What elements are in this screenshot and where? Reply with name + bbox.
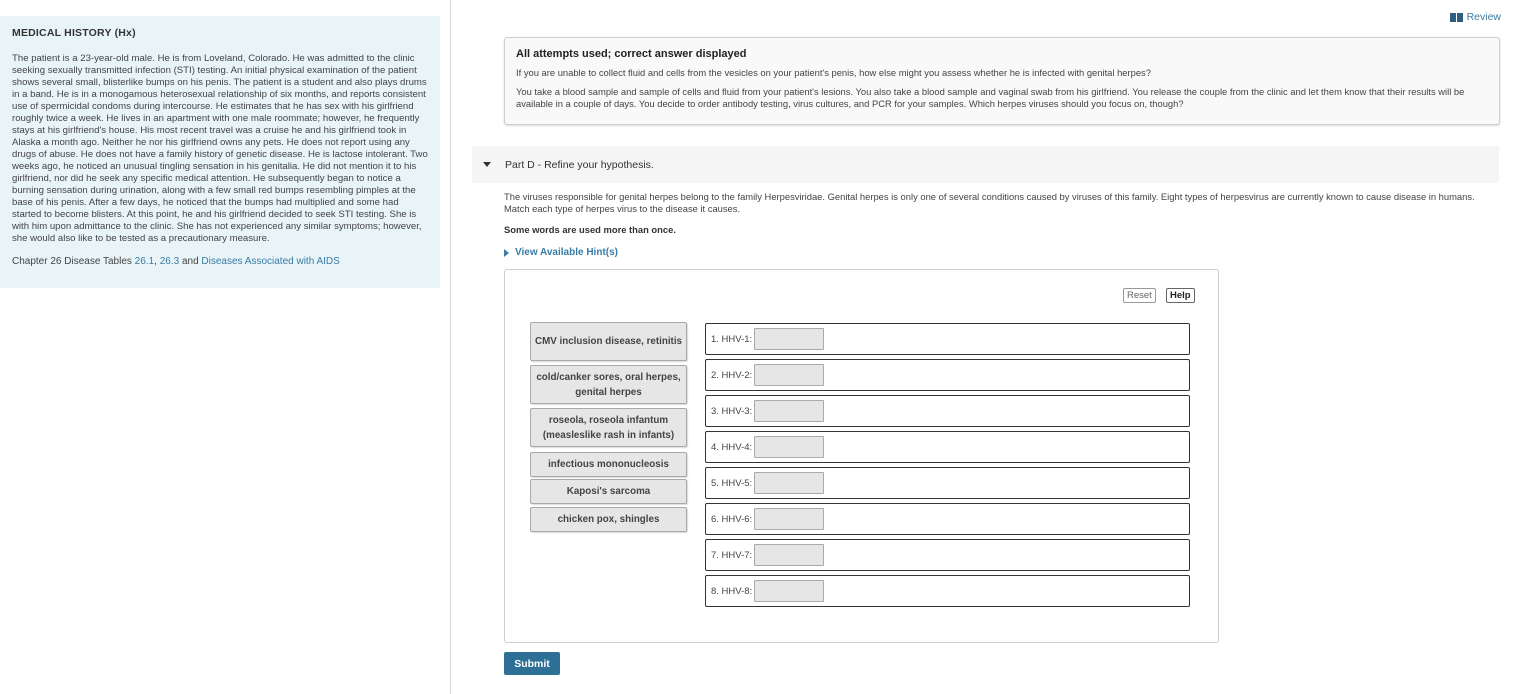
target-label: 4. HHV-4: — [711, 441, 753, 453]
aids-diseases-link[interactable]: Diseases Associated with AIDS — [201, 256, 340, 267]
feedback-box — [504, 37, 1500, 125]
draggable-label[interactable]: roseola, roseola infantum (measleslike rash in infants) — [530, 408, 687, 447]
drop-zone[interactable] — [754, 472, 824, 494]
feedback-answer: You take a blood sample and sample of cells and fluid from your patient's lesions. You also take a blood sample and vaginal swab from his girlfriend. You release the couple from the clinic and let them know that their results will be available in a couple of days. You decide to order antibody testing, virus cultures, and PCR for your samples. Which herpes viruses should you focus on, though? — [516, 86, 1465, 109]
drop-targets — [705, 323, 1190, 611]
review-link[interactable] — [1450, 11, 1501, 23]
table-26-1-link[interactable]: 26.1 — [134, 256, 155, 267]
labeling-activity — [504, 269, 1219, 643]
refs-separator: , — [154, 256, 160, 267]
target-label: 5. HHV-5: — [711, 477, 753, 489]
reset-button[interactable]: Reset — [1123, 288, 1156, 303]
part-d-header[interactable] — [472, 146, 1499, 183]
target-label: 2. HHV-2: — [711, 369, 753, 381]
target-row-hhv-8 — [705, 575, 1190, 607]
drop-zone[interactable] — [754, 436, 824, 458]
drop-zone[interactable] — [754, 328, 824, 350]
draggable-label[interactable]: cold/canker sores, oral herpes, genital herpes — [530, 365, 687, 404]
medical-history-panel — [0, 16, 440, 288]
target-row-hhv-4 — [705, 431, 1190, 463]
feedback-title: All attempts used; correct answer displayed — [516, 48, 747, 60]
drop-zone[interactable] — [754, 544, 824, 566]
book-icon — [1450, 13, 1463, 22]
refs-and: and — [179, 256, 202, 267]
target-row-hhv-3 — [705, 395, 1190, 427]
disease-table-references — [12, 256, 428, 267]
view-hints-toggle[interactable] — [504, 247, 618, 258]
draggable-label[interactable]: CMV inclusion disease, retinitis — [530, 322, 687, 361]
target-row-hhv-5 — [705, 467, 1190, 499]
label-bank — [530, 322, 687, 532]
target-row-hhv-6 — [705, 503, 1190, 535]
collapse-caret-icon[interactable] — [483, 162, 491, 167]
refs-prefix: Chapter 26 Disease Tables — [12, 256, 135, 267]
target-row-hhv-1 — [705, 323, 1190, 355]
submit-button[interactable]: Submit — [504, 652, 560, 675]
target-label: 3. HHV-3: — [711, 405, 753, 417]
panel-divider — [450, 0, 451, 694]
feedback-question: If you are unable to collect fluid and cells from the vesicles on your patient's penis, how else might you assess whether he is infected with genital herpes? — [516, 67, 1151, 78]
draggable-label[interactable]: infectious mononucleosis — [530, 452, 687, 477]
target-label: 1. HHV-1: — [711, 333, 753, 345]
part-d-title: Part D - Refine your hypothesis. — [505, 158, 654, 171]
medical-history-title: MEDICAL HISTORY (Hx) — [12, 27, 136, 39]
view-hints-label: View Available Hint(s) — [515, 247, 618, 258]
drop-zone[interactable] — [754, 364, 824, 386]
review-label: Review — [1466, 11, 1501, 23]
help-button[interactable]: Help — [1166, 288, 1195, 303]
table-26-3-link[interactable]: 26.3 — [159, 256, 180, 267]
question-description: The viruses responsible for genital herpes belong to the family Herpesviridae. Genital herpes is only one of several conditions caused by viruses of this family. Eight types of herpesvirus are currently known to cause disease in humans. Match each type of herpes virus to the disease it causes. — [504, 191, 1475, 214]
draggable-label[interactable]: Kaposi's sarcoma — [530, 479, 687, 504]
medical-history-text: The patient is a 23-year-old male. He is from Loveland, Colorado. He was admitted to the clinic seeking sexually transmitted infection (STI) testing. An initial physical examination of the patient shows several small, blisterlike bumps on his penis. The patient is a student and also plays drums in a band. He is in a monogamous heterosexual relationship of six months, and reports consistent use of spermicidal condoms during intercourse. He estimates that he has sex with his girlfriend roughly twice a week. He lives in an apartment with one male roommate; however, he frequently stays at his girlfriend's house. His most recent travel was a cruise he and his girlfriend took in Alaska a month ago. Neither he nor his girlfriend owns any pets. He does not report using any drugs of abuse. He does not have a family history of genetic disease. He is lactose intolerant. Two weeks ago, he noticed an unusual tingling sensation in his genitalia. He did not mention it to his girlfriend, nor did he seek any specific medical attention. He subsequently began to notice a burning sensation during urination, along with a few small red bumps resembling pimples at the base of his penis. After a few days, he noticed that the bumps had multiplied and some had started to become blisters. At this point, he and his girlfriend decided to seek STI testing. She is with him upon admittance to the clinic. She has not experienced any similar symptoms; however, she would also like to be tested as a precautionary measure. — [12, 53, 428, 244]
expand-triangle-icon — [504, 249, 509, 257]
instructions-note: Some words are used more than once. — [504, 224, 676, 235]
target-row-hhv-2 — [705, 359, 1190, 391]
drop-zone[interactable] — [754, 508, 824, 530]
draggable-label[interactable]: chicken pox, shingles — [530, 507, 687, 532]
target-label: 6. HHV-6: — [711, 513, 753, 525]
target-row-hhv-7 — [705, 539, 1190, 571]
drop-zone[interactable] — [754, 400, 824, 422]
drop-zone[interactable] — [754, 580, 824, 602]
target-label: 7. HHV-7: — [711, 549, 753, 561]
target-label: 8. HHV-8: — [711, 585, 753, 597]
